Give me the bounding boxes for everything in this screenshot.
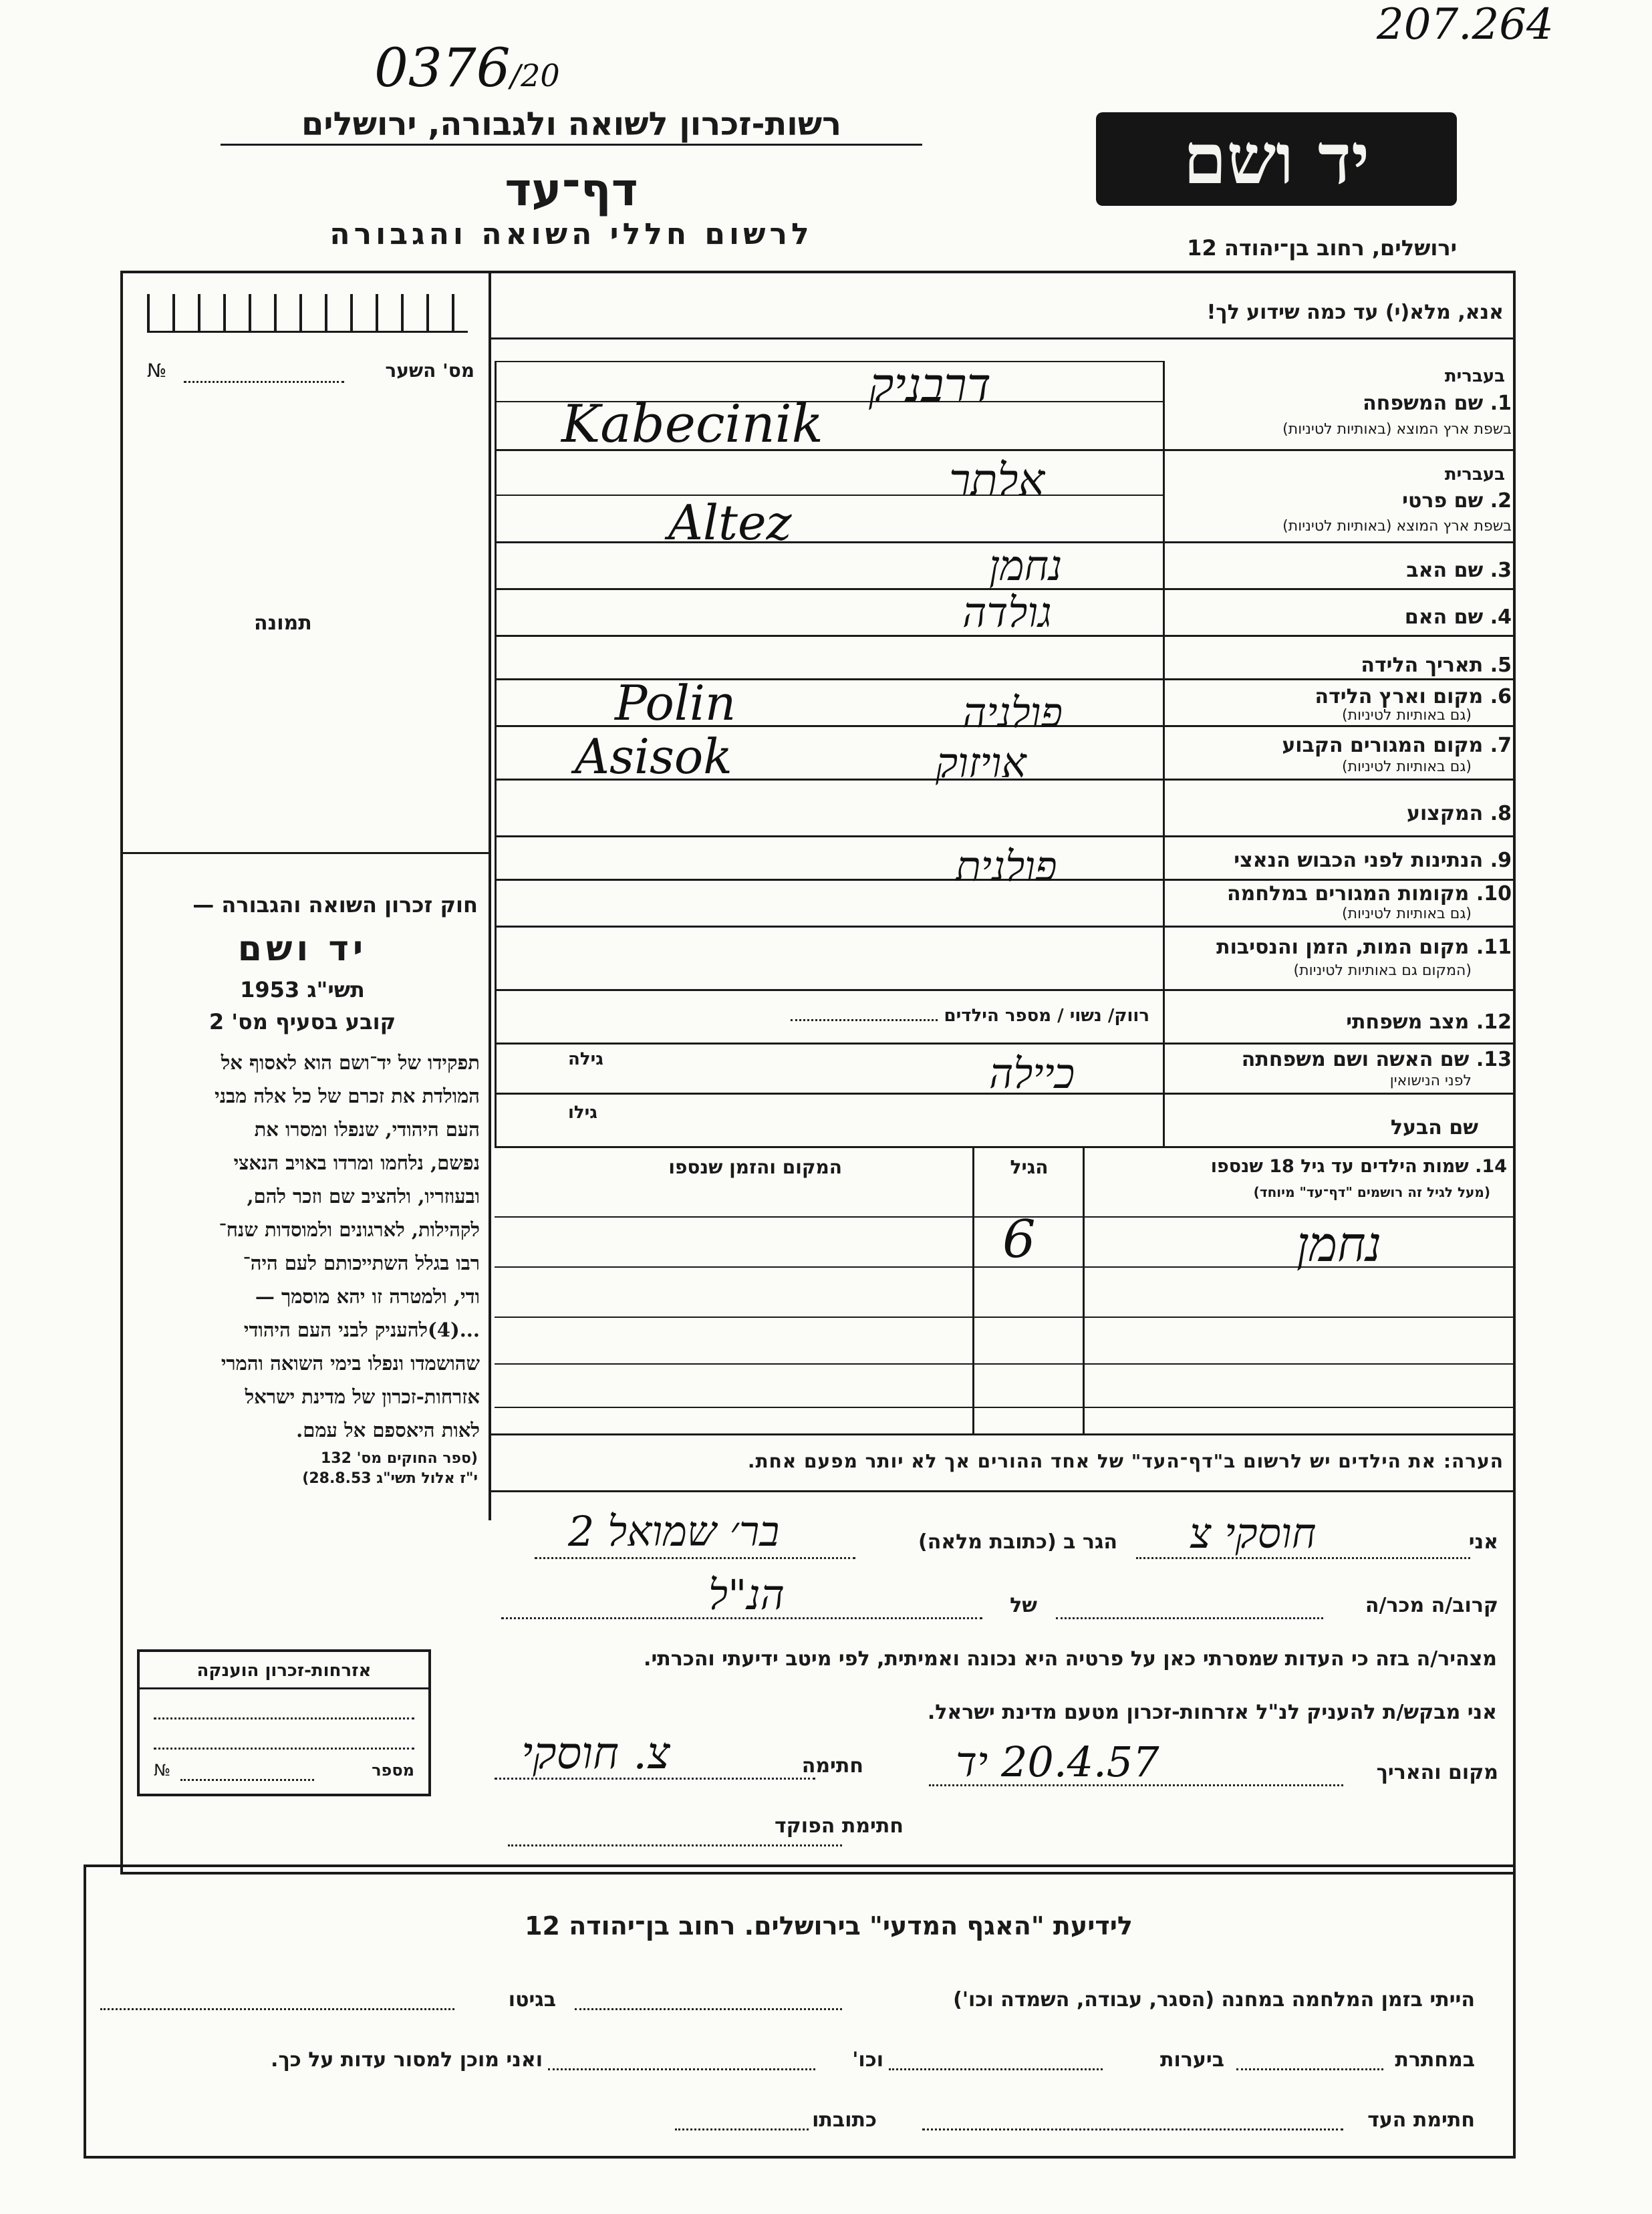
witness-address-label: כתובתו	[812, 2108, 877, 2132]
law-source-1: (ספר החוקים מס' 132	[320, 1450, 478, 1467]
citizenship-number-symbol: №	[154, 1761, 170, 1780]
declarant-name: חוסקי צ	[1190, 1509, 1317, 1558]
law-year: תשי"ג 1953	[240, 977, 365, 1002]
law-line: ובעוזריו, ולהציב שם וזכר להם,	[247, 1185, 480, 1208]
field-12-label: 12. מצב משפחתי	[1346, 1010, 1512, 1034]
declare-text: מצהיר/ה בזה כי העדות שמסרתי כאן על פרטיה היא נכונה ואמיתית, לפי מיטב ידיעתי והכרתי.	[644, 1647, 1497, 1671]
signature-label: חתימה	[801, 1754, 863, 1778]
record-number-symbol: №	[147, 360, 167, 382]
law-line: לקהילות, לארגונים ולמוסדות שנח־	[219, 1218, 480, 1241]
field-6-label: 6. מקום וארץ הלידה	[1315, 685, 1512, 708]
footer-ghetto-label: בגיטו	[508, 1988, 556, 2012]
field-2-label: 2. שם פרטי	[1402, 489, 1512, 513]
firstname-hebrew: אלתר	[949, 454, 1045, 506]
wife-name: כיילה	[989, 1049, 1075, 1098]
field-13-label: 13. שם האשה ושם משפחתה	[1241, 1048, 1512, 1071]
file-number	[374, 37, 560, 99]
archive-number: 207.264	[1377, 0, 1554, 49]
marital-options	[668, 1006, 1149, 1026]
yad-vashem-logo	[1096, 112, 1457, 206]
address: ירושלים, רחוב בן־יהודה 12	[1187, 235, 1457, 261]
law-line: נפשם, נלחמו ומרדו באויב הנאצי	[233, 1151, 480, 1174]
law-line: שהושמדו ונפלו בימי השואה והמרי	[221, 1352, 480, 1375]
field-7-label: 7. מקום המגורים הקבוע	[1282, 734, 1512, 757]
footer-box	[84, 1864, 1516, 2159]
footer-etc-label: וכו'	[852, 2048, 883, 2072]
father-name: נחמן	[989, 541, 1063, 590]
law-line: ...(4)להעניק לבני העם היהודי	[243, 1319, 480, 1341]
file-number-suffix: /20	[510, 57, 560, 94]
law-text	[127, 1046, 480, 1447]
mother-name: גולדה	[962, 588, 1052, 637]
tick-row	[147, 294, 468, 333]
field-10-label: 10. מקומות המגורים במלחמה	[1227, 882, 1512, 906]
footer-camp-label: הייתי בזמן המלחמה במחנה (הסגר, עבודה, השמדה וכו')	[953, 1988, 1475, 2012]
law-source-2: י"ז אלול תשי"ג 28.8.53)	[302, 1470, 478, 1487]
note: הערה: את הילדים יש לרשום ב"דף־העד" של אחד ההורים אך לא יותר מפעם אחת.	[747, 1450, 1504, 1472]
request-text: אני מבקש/ת להעניק לנ"ל אזרחות-זכרון מטעם מדינת ישראל.	[927, 1701, 1497, 1724]
nationality: פולנית	[956, 842, 1057, 891]
relation-of: הנ"ל	[708, 1570, 785, 1619]
field-1-lang-note: בעברית	[1444, 366, 1505, 386]
of-label: של	[1010, 1594, 1037, 1617]
field-4-label: 4. שם האם	[1404, 605, 1512, 629]
instructions: אנא, מלא(י) עד כמה שידוע לך!	[1206, 301, 1504, 324]
org-line: רשות-זכרון לשואה ולגבורה, ירושלים	[301, 106, 842, 143]
field-11-label: 11. מקום המות, הזמן והנסיבות	[1216, 936, 1512, 959]
field-5-label: 5. תאריך הלידה	[1361, 654, 1512, 677]
witness-signature-label: חתימת העד	[1367, 2108, 1475, 2132]
field-6-sub: (גם באותיות לטיניות)	[1342, 707, 1472, 724]
field-8-label: 8. המקצוע	[1406, 802, 1512, 825]
footer-willing-label: ואני מוכן למסור עדות על כך.	[271, 2048, 543, 2072]
citizenship-box-title: אזרחות-זכרון הוענקה	[196, 1661, 372, 1681]
law-line: תפקידו של יד־ושם הוא לאסוף אל	[221, 1051, 480, 1074]
child-name: נחמן	[1296, 1216, 1382, 1272]
form-title: דף־עד	[505, 164, 638, 217]
law-line: אזרחות-זכרון של מדינת ישראל	[245, 1385, 480, 1408]
birthplace-latin: Polin	[615, 675, 736, 731]
citizenship-number-label: מספר	[372, 1761, 414, 1780]
law-line: העם היהודי, שנפלו ומסרו את	[254, 1118, 480, 1141]
age-her-label: גילה	[568, 1049, 603, 1069]
law-heading: חוק זכרון השואה והגבורה —	[192, 892, 478, 918]
form-subtitle: לרשום חללי השואה והגבורה	[329, 217, 813, 251]
age-his-label: גילו	[568, 1103, 597, 1123]
place-date-label: מקום והאריך	[1376, 1761, 1498, 1784]
field-3-label: 3. שם האב	[1406, 559, 1512, 582]
field-1-label: 1. שם המשפחה	[1363, 392, 1512, 415]
footer-title: לידיעת "האגף המדעי" בירושלים. רחוב בן־יהודה 12	[525, 1911, 1133, 1941]
surname-hebrew: דרבניק	[869, 358, 991, 412]
footer-forests-label: ביערות	[1160, 2048, 1224, 2072]
i-label: אני	[1468, 1530, 1498, 1554]
field-11-sub: (המקום גם באותיות לטיניות)	[1293, 962, 1472, 979]
birthplace-hebrew: פולניה	[962, 688, 1063, 737]
footer-underground-label: במחתרת	[1395, 2048, 1475, 2072]
signature: צ. חוסקי	[521, 1727, 670, 1779]
field-separator	[1163, 361, 1165, 1146]
marital-dots	[791, 1019, 938, 1021]
field-10-sub: (גם באותיות לטיניות)	[1342, 906, 1472, 922]
law-name: יד ושם	[237, 929, 368, 969]
husband-name-label: שם הבעל	[1390, 1116, 1478, 1139]
children-label: 14. שמות הילדים עד גיל 18 שנספו	[1210, 1156, 1507, 1177]
children-place-header: המקום והזמן שנספו	[668, 1156, 842, 1178]
law-line: לאות היאספם אל עמם.	[296, 1419, 480, 1441]
field-2-lang-note: בעברית	[1444, 464, 1505, 485]
law-line: רבו בגלל השתייכותם לעם היה־	[243, 1252, 480, 1274]
field-7-sub: (גם באותיות לטיניות)	[1342, 758, 1472, 775]
residence-hebrew: אויזוק	[936, 738, 1026, 787]
logo-text: יד ושם	[1183, 118, 1370, 200]
law-line: ודי, ולמטרה זו יהא מוסמך —	[255, 1285, 480, 1308]
declarant-address: בר׳ שמואל 2	[568, 1507, 780, 1556]
resides-label: הגר ב (כתובת מלאה)	[918, 1530, 1117, 1554]
law-line: המולדת את זכרם של כל אלה מבני	[215, 1085, 480, 1107]
place-date-value: 20.4.57 יד	[956, 1738, 1159, 1786]
field-2-sub: בשפת ארץ המוצא (באותיות לטיניות)	[1282, 518, 1512, 535]
marital-options-text: רווק/ נשוי / מספר הילדים	[944, 1006, 1149, 1026]
child-age: 6	[1002, 1210, 1036, 1270]
photo-label: תמונה	[254, 611, 312, 635]
firstname-latin: Altez	[668, 495, 792, 551]
file-number-main: 0376	[374, 37, 511, 99]
law-clause: קובע בסעיף מס' 2	[209, 1009, 396, 1034]
residence-latin: Asisok	[575, 728, 732, 785]
record-number-label: מס' השער	[385, 360, 474, 382]
relative-label: קרוב/ה מכר/ה	[1365, 1594, 1498, 1617]
children-age-header: הגיל	[1010, 1156, 1049, 1178]
officer-signature-label: חתימת הפוקד	[775, 1814, 904, 1838]
surname-latin: Kabecinik	[561, 394, 823, 454]
field-9-label: 9. הנתינות לפני הכבוש הנאצי	[1234, 849, 1512, 872]
field-13-sub: לפני הנישואין	[1389, 1073, 1472, 1089]
children-sub: (מעל לגיל זה רושמים "דף־עד" מיוחד)	[1253, 1184, 1490, 1200]
field-1-sub: בשפת ארץ המוצא (באותיות לטיניות)	[1282, 421, 1512, 438]
